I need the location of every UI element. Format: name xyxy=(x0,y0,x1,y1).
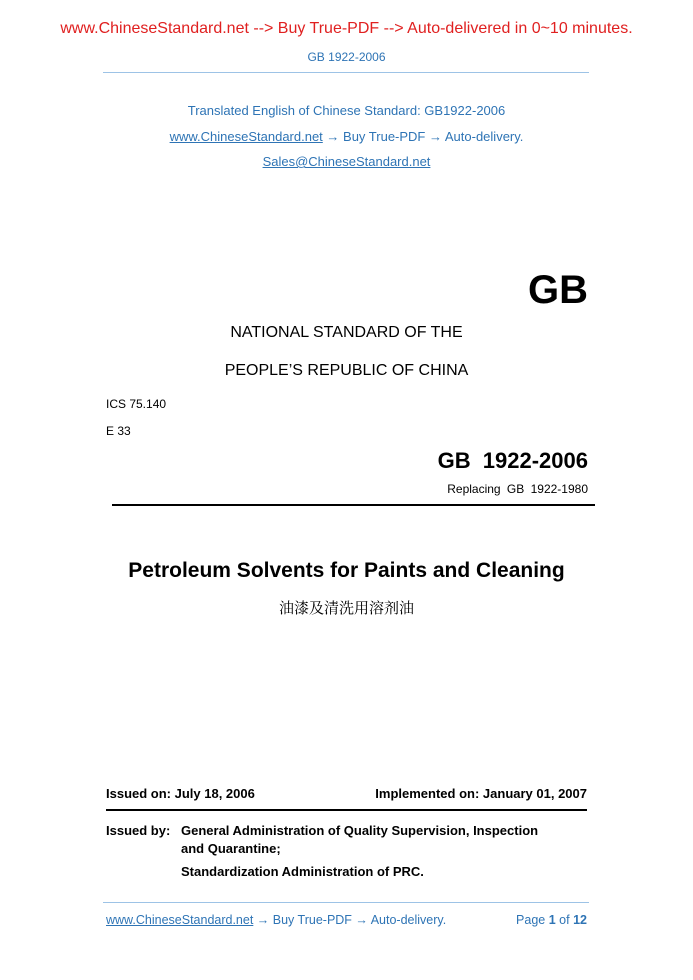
page-total: 12 xyxy=(573,913,587,927)
page-number: 1 xyxy=(548,913,556,927)
site-link-rest: → Buy True-PDF → Auto-delivery. xyxy=(322,129,524,144)
issued-by-line3: Standardization Administration of PRC. xyxy=(181,864,424,879)
standard-number: GB 1922-2006 xyxy=(437,448,588,473)
issued-by-line2: and Quarantine; xyxy=(181,841,281,856)
issued-on-date: Issued on: July 18, 2006 xyxy=(106,786,255,801)
ics-code: ICS 75.140 xyxy=(106,397,167,411)
title-divider xyxy=(112,504,595,506)
sales-email-link[interactable]: Sales@ChineseStandard.net xyxy=(262,154,431,169)
implemented-on-date: Implemented on: January 01, 2007 xyxy=(375,786,587,801)
header-standard-code: GB 1922-2006 xyxy=(307,50,386,64)
document-title-chinese: 油漆及清洗用溶剂油 xyxy=(278,599,414,617)
translation-title: Translated English of Chinese Standard: GB1922-2006 xyxy=(187,103,506,118)
ccs-code: E 33 xyxy=(106,424,131,438)
footer-site-rest: → Buy True-PDF → Auto-delivery. xyxy=(253,913,447,927)
page-indicator xyxy=(516,913,587,927)
header-divider xyxy=(103,72,589,73)
page-label: Page xyxy=(516,913,546,927)
issued-by-line1: General Administration of Quality Supervision, Inspection xyxy=(181,823,539,838)
gb-logo: GB xyxy=(528,268,588,312)
of-label: of xyxy=(559,913,570,927)
top-banner[interactable]: www.ChineseStandard.net --> Buy True-PDF --> Auto-delivered in 0~10 minutes. xyxy=(60,20,633,37)
sales-email-container xyxy=(0,154,693,169)
translation-links xyxy=(0,129,693,144)
national-standard-line2: PEOPLE’S REPUBLIC OF CHINA xyxy=(224,362,469,379)
issued-by-block xyxy=(106,822,586,881)
footer-divider xyxy=(103,902,589,903)
dates-divider xyxy=(106,809,587,811)
site-link[interactable]: www.ChineseStandard.net xyxy=(169,129,323,144)
national-standard-line1: NATIONAL STANDARD OF THE xyxy=(230,324,463,341)
footer-links xyxy=(106,913,446,927)
replacing-standard: Replacing GB 1922-1980 xyxy=(447,482,588,496)
issued-by-label: Issued by: xyxy=(106,823,171,838)
footer-site-link[interactable]: www.ChineseStandard.net xyxy=(106,913,254,927)
document-title-english: Petroleum Solvents for Paints and Cleaning xyxy=(128,559,565,582)
